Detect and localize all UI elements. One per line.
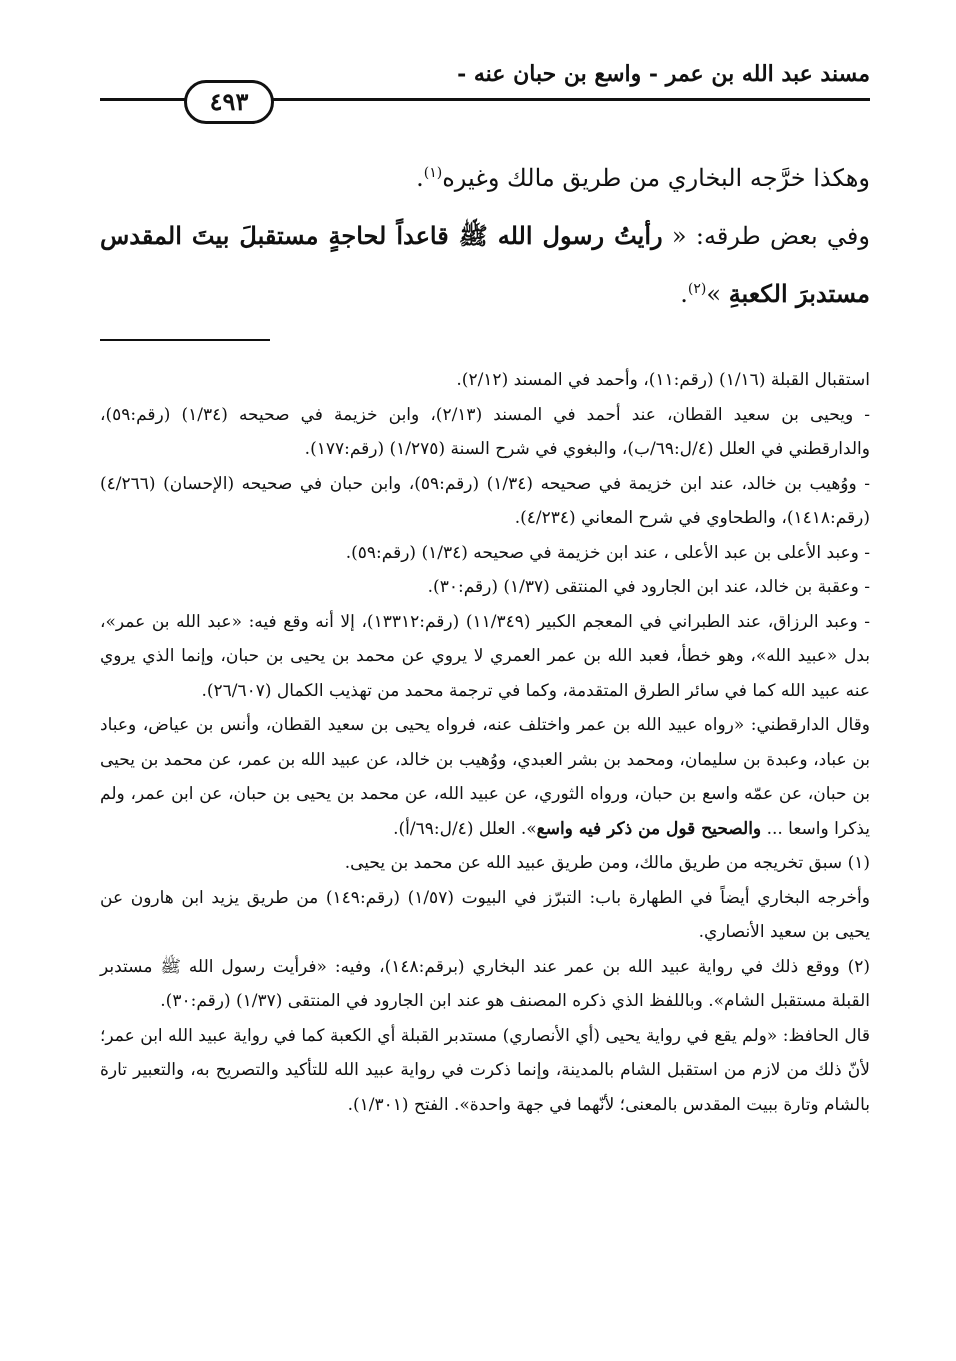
para2-end: .: [680, 280, 688, 308]
main-paragraph-1: [100, 149, 870, 207]
footnote-line: - ويحيى بن سعيد القطان، عند أحمد في المسند (٢/١٣)، وابن خزيمة في صحيحه (١/٣٤) (رقم:٥٩)، والدارقطني في العلل (٤/ل:٦٩/ب)، والبغوي في شرح السنة (١/٢٧٥) (رقم:١٧٧).: [100, 404, 870, 459]
daraqutni-bold: والصحيح قول من ذكر فيه واسع: [536, 818, 762, 839]
main-paragraph-2: [100, 207, 870, 323]
footnote-1: (١) سبق تخريجه من طريق مالك، ومن طريق عبيد الله عن محمد بن يحيى.: [344, 853, 870, 873]
footnote-line: - وعقبة بن خالد، عند ابن الجارود في المنتقى (١/٣٧) (رقم:٣٠).: [427, 577, 870, 597]
para2-close: »: [706, 280, 722, 308]
footnote-1-continued: وأخرجه البخاري أيضاً في الطهارة باب: التبرّز في البيوت (١/٥٧) (رقم:١٤٩) من طريق يزيد ابن هارون عن يحيى بن سعيد الأنصاري.: [100, 887, 870, 942]
daraqutni-end: ». العلل (٤/ل:٦٩/أ).: [393, 818, 537, 839]
footnote-separator: [100, 339, 270, 341]
footnote-2: (٢) ووقع ذلك في رواية عبيد الله بن عمر عند البخاري (برقم:١٤٨)، وفيه: «فرأيت رسول الله ﷺ مستدبر القبلة مستقبل الشام». وباللفظ الذي ذكره المصنف هو عند ابن الجارود في المنتقى (١/٣٧) (رقم:٣٠).: [100, 956, 871, 1011]
main-text: [100, 149, 870, 323]
footnotes: [100, 363, 870, 1122]
hafiz-quote: قال الحافظ: «ولم يقع في رواية يحيى (أي الأنصاري) مستدبر القبلة أي الكعبة كما في رواية عبيد الله ابن عمر؛ لأنّ ذلك من لازم من استقبل الشام بالمدينة، وإنما ذكرت في رواية عبيد الله للتأكيد والتصريح به، والتعبير تارة بالشام وتارة ببيت المقدس بالمعنى؛ لأنّهما في جهة واحدة». الفتح (١/٣٠١).: [100, 1025, 870, 1115]
book-page: [100, 55, 870, 1122]
para2-intro: وفي بعض طرقه: «: [671, 222, 870, 250]
page-header: [100, 55, 870, 125]
daraqutni-text: وقال الدارقطني: «رواه عبيد الله بن عمر واختلف عنه، فرواه يحيى بن سعيد القطان، وأنس بن عياض، وعباد بن عباد، وعبدة بن سليمان، ومحمد بن بشر العبدي، ووُهيب بن خالد، عن عبيد الله بن عمر، عن محمد بن يحيى بن حبان، عن عمّه واسع بن حبان، ورواه الثوري، عن عبيد الله، عن محمد بن يحيى بن حبان، عن ابن عمر، ولم يذكرا واسعا ...: [100, 715, 870, 839]
daraqutni-quote: [100, 708, 870, 846]
footnote-line: استقبال القبلة (١/١٦) (رقم:١١)، وأحمد في المسند (٢/١٢).: [456, 370, 870, 390]
para1-end: .: [416, 164, 424, 192]
hadith-quote: رأيتُ رسول الله ﷺ قاعداً لحاجةٍ مستقبلَ بيتَ المقدس مستدبرَ الكعبةِ: [100, 221, 870, 308]
footnote-ref-1: (١): [423, 165, 443, 181]
footnote-line: - وعبد الأعلى بن عبد الأعلى ، عند ابن خزيمة في صحيحه (١/٣٤) (رقم:٥٩).: [345, 542, 870, 563]
footnote-line: - ووُهيب بن خالد، عند ابن خزيمة في صحيحه (١/٣٤) (رقم:٥٩)، وابن حبان في صحيحه (الإحسان) (٤/٢٦٦) (رقم:١٤١٨)، والطحاوي في شرح المعاني (٤/٢٣٤).: [100, 473, 871, 528]
footnote-line: - وعبد الرزاق، عند الطبراني في المعجم الكبير (١١/٣٤٩) (رقم:١٣٣١٢)، إلا أنه وقع فيه: «عبد الله بن عمر»، بدل «عبيد الله»، وهو خطأ، فعبد الله بن عمر العمري لا يروي عن محمد بن يحيى بن حبان، وإنما الذي يروي عنه عبيد الله كما في سائر الطرق المتقدمة، وكما في ترجمة محمد من تهذيب الكمال (٢٦/٦٠٧).: [100, 611, 871, 701]
running-title: مسند عبد الله بن عمر - واسع بن حبان عنه -: [457, 61, 870, 87]
para1-text: وهكذا خرَّجه البخاري من طريق مالك وغيره: [442, 164, 870, 192]
footnote-ref-2: (٢): [687, 281, 707, 297]
page-number: ٤٩٣: [184, 80, 274, 124]
